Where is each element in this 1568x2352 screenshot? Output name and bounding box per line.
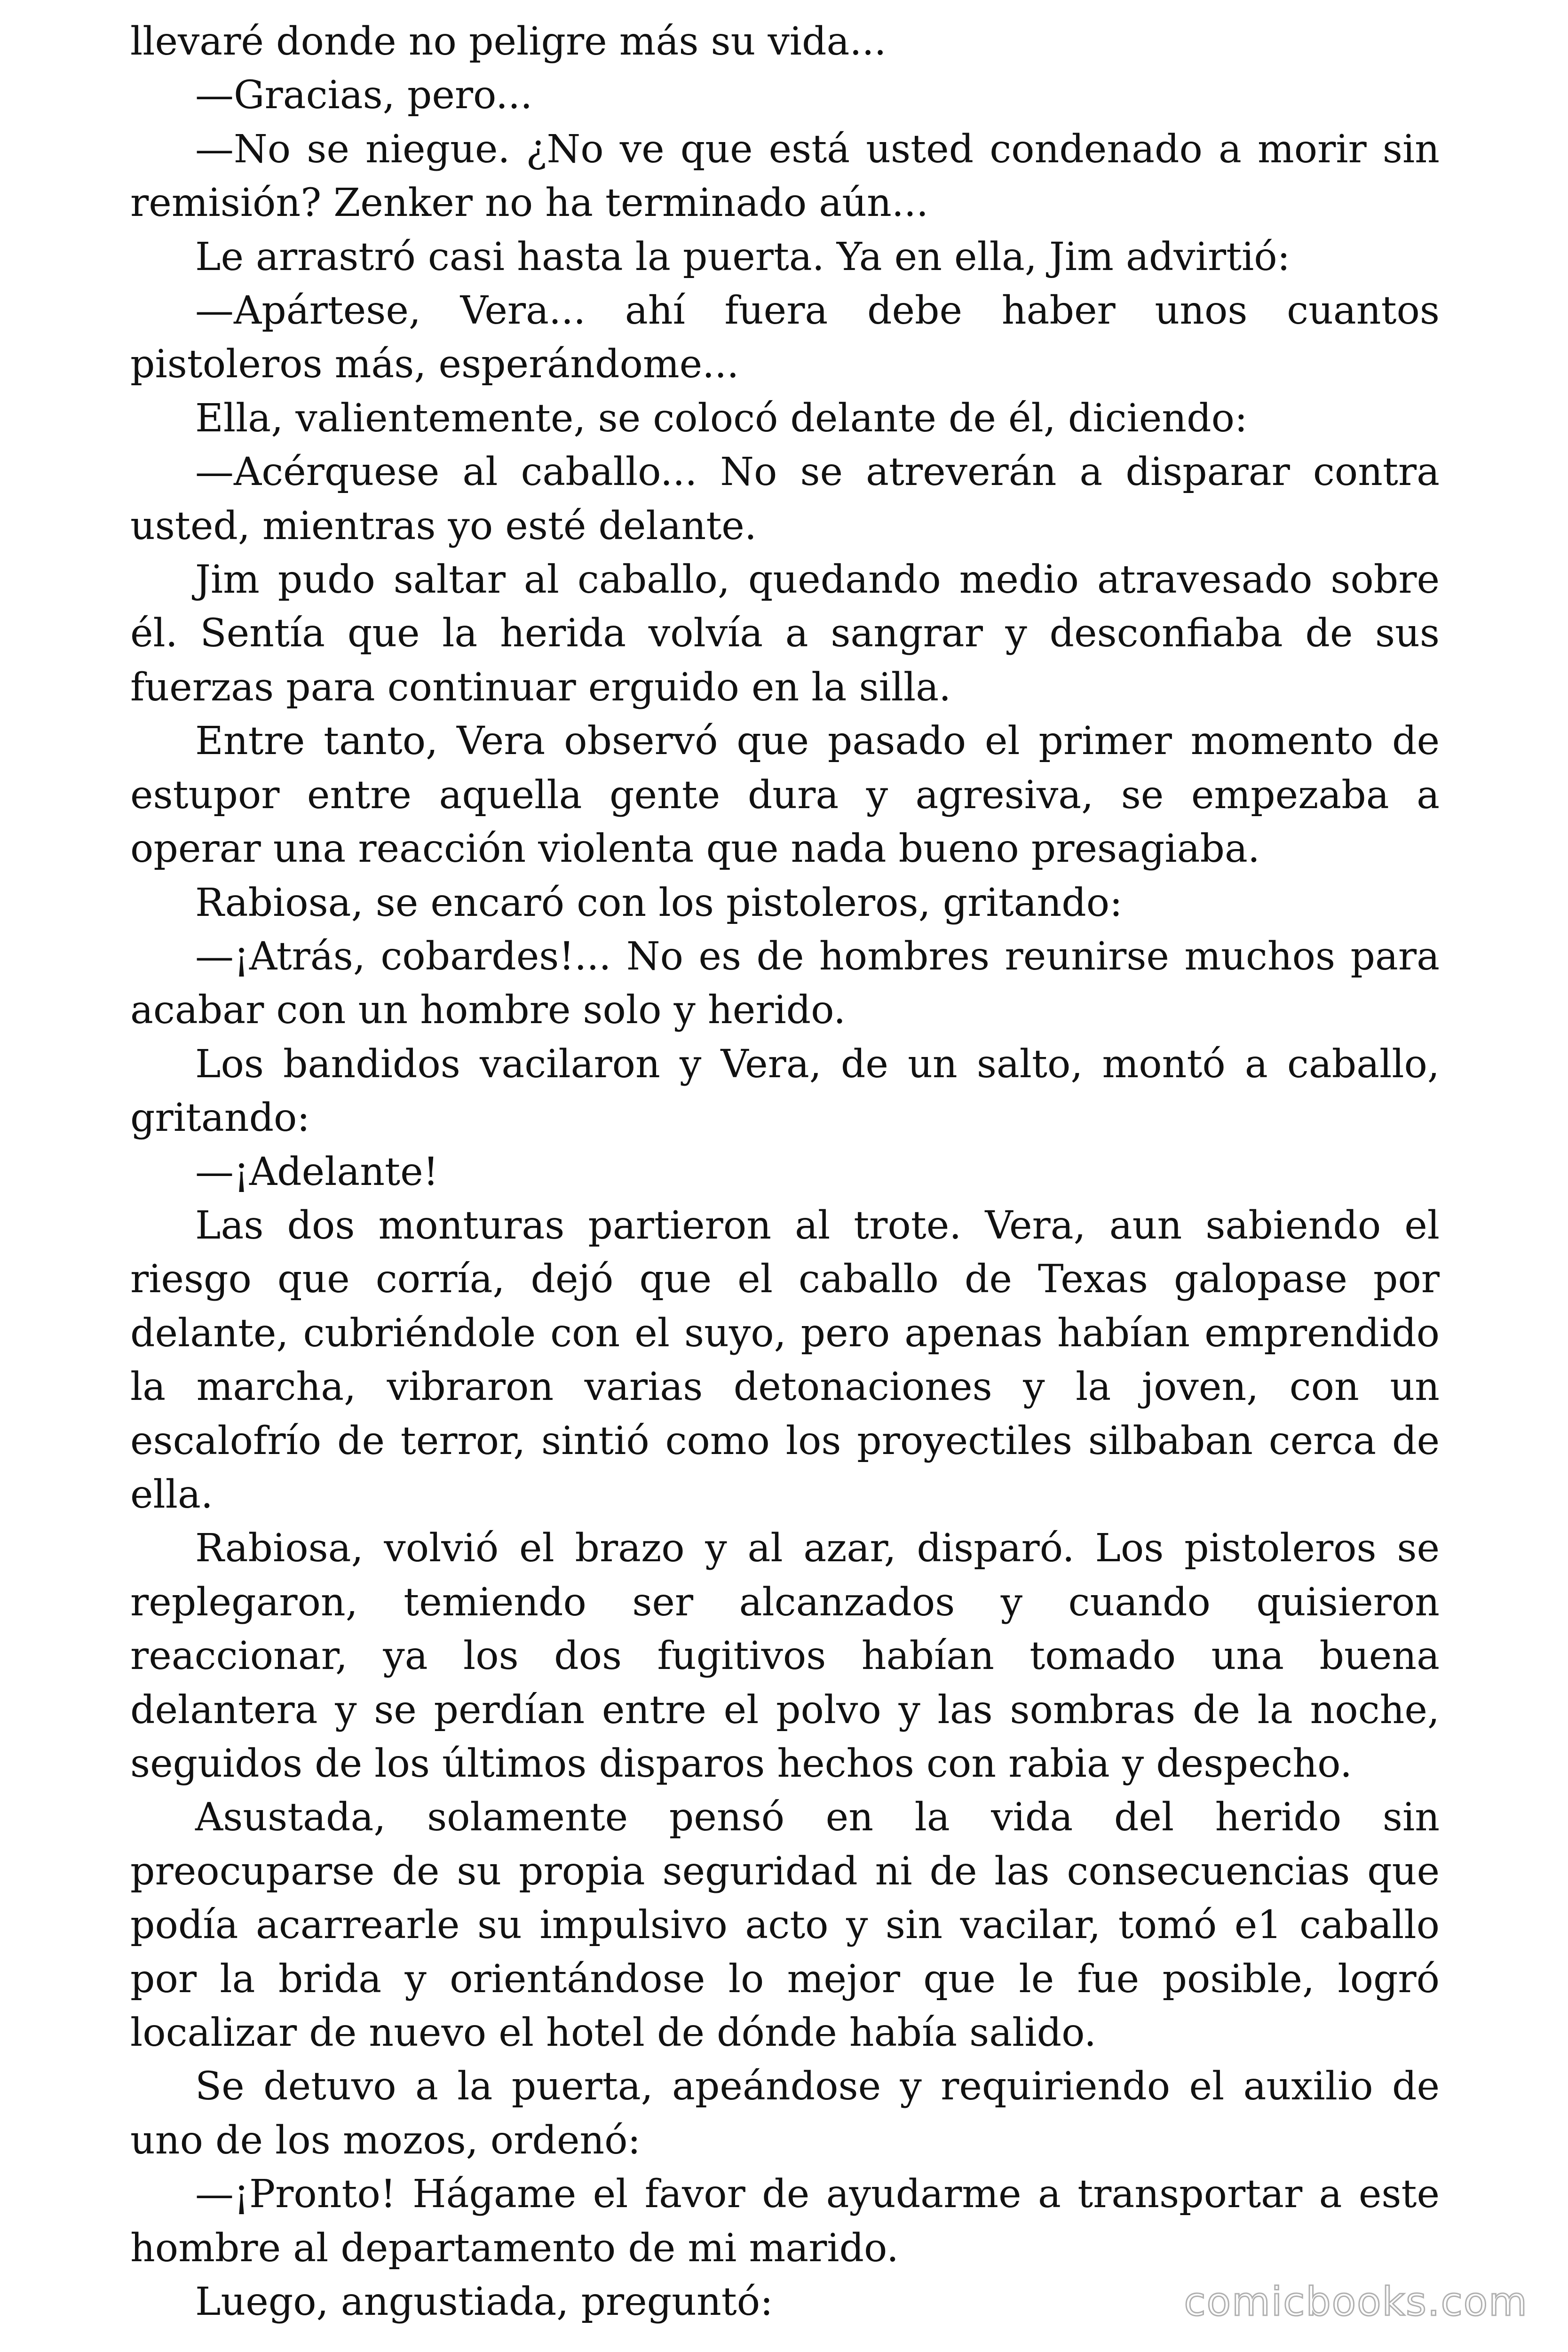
paragraph: Le arrastró casi hasta la puerta. Ya en ella, Jim advirtió: bbox=[195, 234, 1291, 279]
paragraph: Luego, angustiada, preguntó: bbox=[195, 2280, 773, 2325]
paragraph: Ella, valientemente, se colocó delante de él, diciendo: bbox=[195, 396, 1248, 441]
paragraph: —Acérquese al caballo... No se atreverán a disparar contra usted, mientras yo esté delante. bbox=[130, 450, 1440, 548]
paragraph: Se detuvo a la puerta, apeándose y requiriendo el auxilio de uno de los mozos, ordenó: bbox=[130, 2064, 1440, 2163]
page-body bbox=[130, 15, 1440, 2329]
paragraph: Rabiosa, se encaró con los pistoleros, gritando: bbox=[195, 880, 1123, 925]
paragraph: Rabiosa, volvió el brazo y al azar, disparó. Los pistoleros se replegaron, temiendo ser alcanzados y cuando quisieron reaccionar, ya los dos fugitivos habían tomado una buena delantera y se perdían entre el polvo y las sombras de la noche, seguidos de los últimos disparos hechos con rabia y despecho. bbox=[130, 1526, 1440, 1786]
paragraph: —Apártese, Vera... ahí fuera debe haber unos cuantos pistoleros más, esperándome... bbox=[130, 288, 1440, 387]
paragraph: —¡Adelante! bbox=[195, 1149, 439, 1194]
paragraph: Asustada, solamente pensó en la vida del herido sin preocuparse de su propia seguridad ni de las consecuencias que podía acarrearle su impulsivo acto y sin vacilar, tomó e1 caballo por la brida y orientándose lo mejor que le fue posible, logró localizar de nuevo el hotel de dónde había salido. bbox=[130, 1795, 1440, 2056]
paragraph: Las dos monturas partieron al trote. Vera, aun sabiendo el riesgo que corría, dejó que el caballo de Texas galopase por delante, cubriéndole con el suyo, pero apenas habían emprendido la marcha, vibraron varias detonaciones y la joven, con un escalofrío de terror, sintió como los proyectiles silbaban cerca de ella. bbox=[130, 1203, 1440, 1517]
paragraph: —¡Pronto! Hágame el favor de ayudarme a transportar a este hombre al departamento de mi marido. bbox=[130, 2172, 1440, 2271]
paragraph: Entre tanto, Vera observó que pasado el primer momento de estupor entre aquella gente dura y agresiva, se empezaba a operar una reacción violenta que nada bueno presagiaba. bbox=[130, 719, 1440, 872]
paragraph: —¡Atrás, cobardes!... No es de hombres reunirse muchos para acabar con un hombre solo y herido. bbox=[130, 934, 1440, 1033]
watermark: comicbooks.com bbox=[1184, 2279, 1528, 2325]
paragraph: llevaré donde no peligre más su vida... bbox=[130, 19, 887, 64]
paragraph: Jim pudo saltar al caballo, quedando medio atravesado sobre él. Sentía que la herida volvía a sangrar y desconfiaba de sus fuerzas para continuar erguido en la silla. bbox=[130, 557, 1440, 710]
paragraph: —Gracias, pero... bbox=[195, 73, 533, 118]
paragraph: —No se niegue. ¿No ve que está usted condenado a morir sin remisión? Zenker no ha terminado aún... bbox=[130, 127, 1440, 226]
paragraph: Los bandidos vacilaron y Vera, de un salto, montó a caballo, gritando: bbox=[130, 1041, 1440, 1141]
